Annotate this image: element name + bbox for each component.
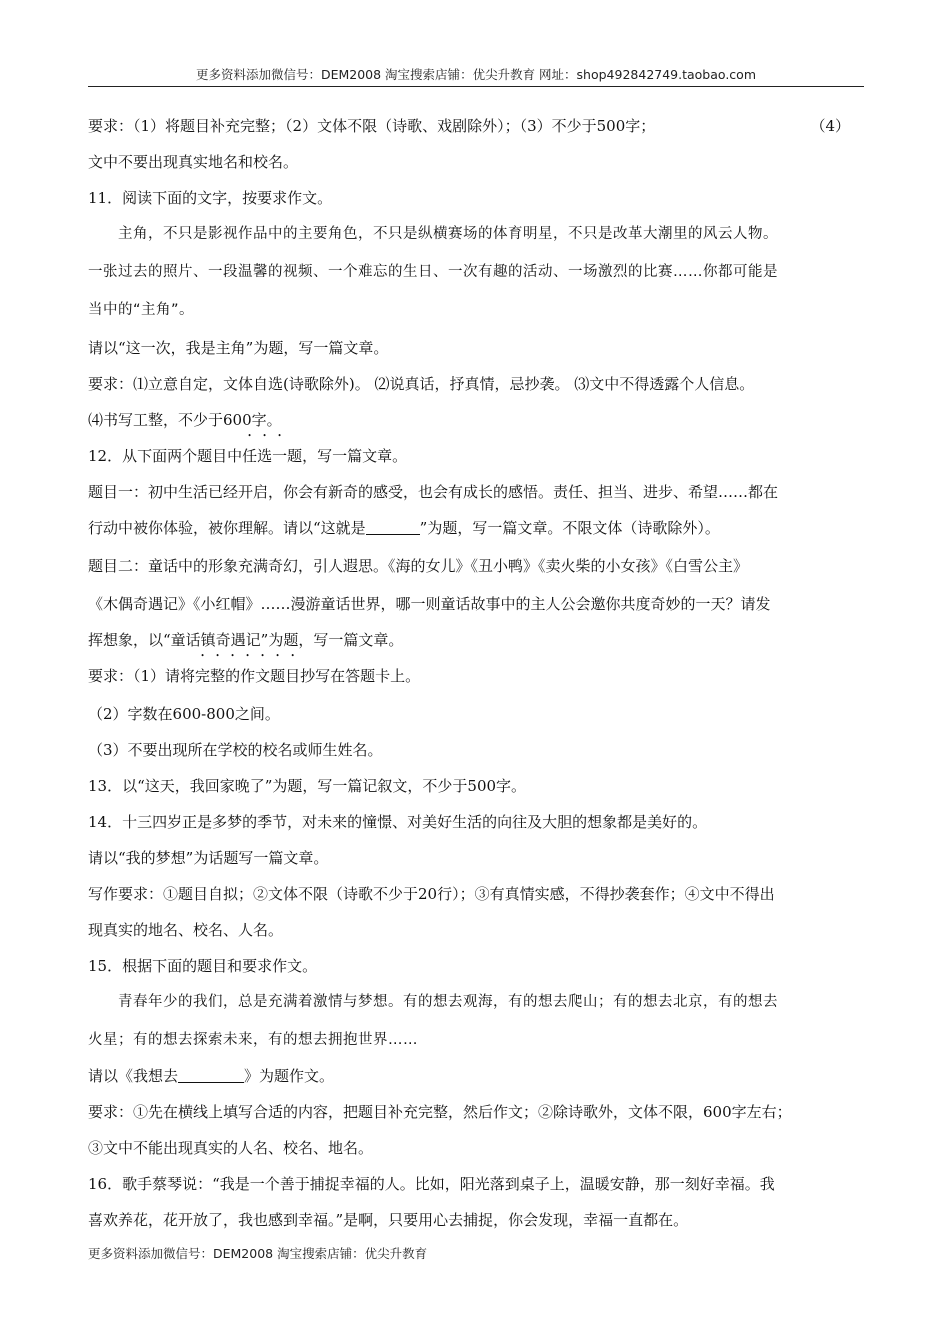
topic-two-text: 挥想象，以“童话镇奇遇记”为题，写一篇文章。 [88, 631, 404, 649]
question-14-title: 14．十三四岁正是多梦的季节，对未来的憧憬、对美好生活的向往及大胆的想象都是美好的。 [88, 813, 708, 831]
emphasis-char: 作 [240, 667, 256, 685]
requirement-text-part: 抄写在答题卡上。 [300, 667, 421, 685]
material-text: 青春年少的我们，总是充满着激情与梦想。有的想去观海，有的想去爬山；有的想去北京，有的想去 [118, 994, 778, 1010]
emphasis-char: 整 [210, 667, 226, 685]
page-footer: 更多资料添加微信号：DEM2008 淘宝搜索店铺：优尖升教育 [88, 1246, 428, 1261]
requirement-text: 现真实的地名、校名、人名。 [88, 921, 284, 939]
topic-one-text-part: 行动中被你体验，被你理解。请以“这就是 [88, 519, 366, 537]
requirement-text-part: 要求：（1）请将 [88, 667, 196, 685]
topic-one-text-part: ”为题，写一篇文章。不限文体（诗歌除外）。 [419, 519, 720, 537]
page-header: 更多资料添加微信号：DEM2008 淘宝搜索店铺：优尖升教育 网址：shop492842749.taobao.com [88, 64, 864, 87]
requirement-text: 要求：①先在横线上填写合适的内容，把题目补充完整，然后作文；②除诗歌外，文体不限，600字左右； [88, 1103, 792, 1121]
question-13-title: 13．以“这天，我回家晚了”为题，写一篇记叙文，不少于500字。 [88, 777, 527, 795]
prompt-text-part: 请以《我想去 [88, 1067, 179, 1085]
material-text: 主角，不只是影视作品中的主要角色，不只是纵横赛场的体育明星，不只是改革大潮里的风云人物。 [118, 226, 778, 242]
requirement-text: ⑷书写工整，不少于600字。 [88, 411, 282, 429]
emphasis-char: 完 [195, 667, 211, 685]
requirement-text: 要求：⑴立意自定，文体自选(诗歌除外)。 ⑵说真话，抒真情，忌抄袭。 ⑶文中不得透露个人信息。 [88, 375, 755, 393]
emphasis-char: 的 [225, 667, 241, 685]
requirement-text [88, 658, 864, 694]
emphasis-char: 目 [285, 667, 301, 685]
question-12-text: 12．从下面两个题目中 [88, 447, 243, 465]
requirement-text: （2）字数在600-800之间。 [88, 705, 280, 723]
question-16-text: 喜欢养花，花开放了，我也感到幸福。”是啊，只要用心去捕捉，你会发现，幸福一直都在。 [88, 1211, 689, 1229]
emphasis-char: 题 [270, 667, 286, 685]
fill-blank [366, 520, 420, 535]
prompt-text: 请以“这一次，我是主角”为题，写一篇文章。 [88, 339, 389, 357]
requirement-text: 要求：（1）将题目补充完整；（2）文体不限（诗歌、戏剧除外）；（3）不少于500字； [88, 117, 656, 135]
prompt-text [88, 1058, 864, 1094]
topic-two-text: 题目二：童话中的形象充满奇幻，引人遐思。《海的女儿》《丑小鸭》《卖火柴的小女孩》《白雪公主》 [88, 557, 749, 575]
text-line [88, 108, 864, 144]
topic-one-text [88, 510, 864, 546]
prompt-text: 请以“我的梦想”为话题写一篇文章。 [88, 849, 329, 867]
topic-one-text: 题目一：初中生活已经开启，你会有新奇的感受，也会有成长的感悟。责任、担当、进步、希望……都在 [88, 483, 779, 501]
emphasis-char: 文 [255, 667, 271, 685]
requirement-text: 写作要求：①题目自拟；②文体不限（诗歌不少于20行）；③有真情实感，不得抄袭套作；④文中不得出 [88, 885, 775, 903]
requirement-text: （3）不要出现所在学校的校名或师生姓名。 [88, 741, 383, 759]
emphasis-char: 一 [272, 447, 288, 465]
material-text: 当中的“主角”。 [88, 302, 195, 318]
question-12-title [88, 438, 864, 474]
fill-blank [178, 1068, 244, 1083]
emphasis-char: 选 [257, 447, 273, 465]
emphasis-char: 任 [242, 447, 258, 465]
material-text: 一张过去的照片、一段温馨的视频、一个难忘的生日、一次有趣的活动、一场激烈的比赛……你都可能是 [88, 264, 778, 280]
question-16-title: 16．歌手蔡琴说：“我是一个善于捕捉幸福的人。比如，阳光落到桌子上，温暖安静，那一刻好幸福。我 [88, 1175, 775, 1193]
question-12-text: 题，写一篇文章。 [287, 447, 408, 465]
requirement-item-4: （4） [810, 117, 850, 135]
topic-two-text: 《木偶奇遇记》《小红帽》……漫游童话世界，哪一则童话故事中的主人公会邀你共度奇妙的一天？请发 [88, 595, 771, 613]
prompt-text-part: 》为题作文。 [244, 1067, 335, 1085]
question-15-title: 15．根据下面的题目和要求作文。 [88, 957, 318, 975]
requirement-text: ③文中不能出现真实的人名、校名、地名。 [88, 1139, 374, 1157]
text-line: 文中不要出现真实地名和校名。 [88, 153, 299, 171]
question-11-title: 11．阅读下面的文字，按要求作文。 [88, 189, 333, 207]
material-text: 火星；有的想去探索未来，有的想去拥抱世界…… [88, 1032, 418, 1048]
